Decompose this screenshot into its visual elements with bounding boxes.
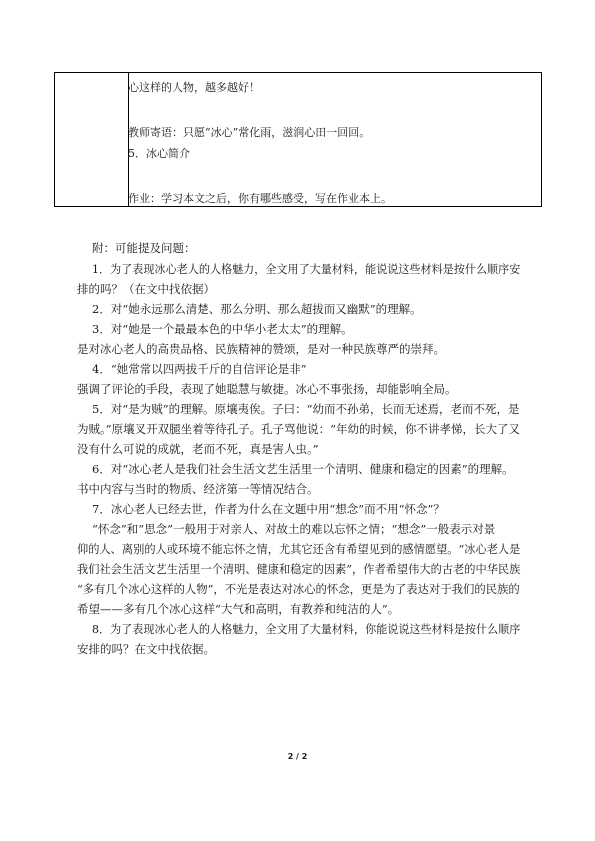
body-line: 排的吗？（在文中找依据） bbox=[77, 282, 215, 296]
body-line: 3．对“她是一个最最本色的中华小老太太”的理解。 bbox=[92, 322, 353, 336]
body-line: 书中内容与当时的物质、经济第一等情况结合。 bbox=[77, 482, 319, 496]
body-line: 4．“她常常以四两拔千斤的自信评论是非” bbox=[92, 362, 307, 376]
body-line: 没有什么可说的成就，老而不死，真是害人虫。” bbox=[77, 442, 319, 456]
body-line: 安排的吗？在文中找依据。 bbox=[77, 642, 215, 656]
body-line: 8．为了表现冰心老人的人格魅力，全文用了大量材料，你能说说这些材料是按什么顺序 bbox=[92, 622, 521, 636]
page-number: 2 / 2 bbox=[287, 752, 308, 761]
body-line: 仰的人、离别的人或环境不能忘怀之情，尤其它还含有希望见到的感情愿望。“冰心老人是 bbox=[77, 542, 521, 556]
appendix-heading: 附：可能提及问题： bbox=[92, 241, 196, 255]
body-line: 1．为了表现冰心老人的人格魅力，全文用了大量材料，能说说这些材料是按什么顺序安 bbox=[92, 262, 521, 276]
body-line: 为贼。”原壤叉开双腿坐着等待孔子。孔子骂他说：“年幼的时候，你不讲孝悌，长大了又 bbox=[77, 422, 521, 436]
table-line: 教师寄语：只愿“冰心”常化雨，滋润心田一回回。 bbox=[128, 126, 371, 139]
table-line: 心这样的人物，越多越好！ bbox=[128, 81, 260, 94]
body-line: 7．冰心老人已经去世，作者为什么在文题中用“想念”而不用“怀念”？ bbox=[92, 502, 445, 516]
body-line: “多有几个冰心这样的人物”，不光是表达对冰心的怀念，更是为了表达对于我们的民族的 bbox=[77, 582, 520, 596]
table-left-cell bbox=[55, 73, 129, 207]
body-line: 希望——多有几个冰心这样“大气和高明，有教养和纯洁的人”。 bbox=[77, 602, 400, 616]
body-line: 我们社会生活文艺生活里一个清明、健康和稳定的因素”，作者希望伟大的古老的中华民族 bbox=[77, 562, 521, 576]
table-line: 作业：学习本文之后，你有哪些感受，写在作业本上。 bbox=[128, 192, 392, 205]
body-line: 是对冰心老人的高贵品格、民族精神的赞颂，是对一种民族尊严的崇拜。 bbox=[77, 342, 445, 356]
body-line: “怀念”和“思念”一般用于对亲人、对故土的难以忘怀之情；“想念”一般表示对景 bbox=[92, 522, 496, 536]
body-line: 2．对“她永远那么清楚、那么分明、那么超拔而又幽默”的理解。 bbox=[92, 302, 422, 316]
body-line: 强调了评论的手段，表现了她聪慧与敏捷。冰心不事张扬，却能影响全局。 bbox=[77, 382, 457, 396]
table-line: 5．冰心简介 bbox=[128, 147, 190, 160]
body-line: 5．对“是为贼”的理解。原壤夷俟。子曰：“幼而不孙弟，长而无述焉，老而不死，是 bbox=[92, 402, 520, 416]
body-line: 6．对“冰心老人是我们社会生活文艺生活里一个清明、健康和稳定的因素”的理解。 bbox=[92, 462, 514, 476]
